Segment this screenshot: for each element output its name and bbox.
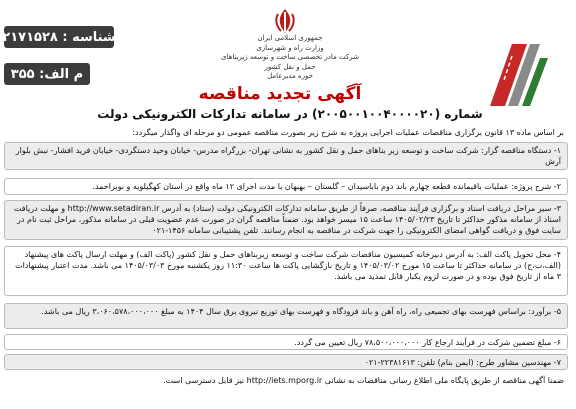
item-3: ۳- سیر مراحل دریافت اسناد و برگزاری فرآیند مناقصه، صرفاً از طریق سامانه تدارکات الکترونیکی دولت (ستاد) به آدرس http://www.setadiran.ir و مهلت دریافت اسناد از سامانه مذکور حداکثر تا تاریخ ۱۴۰۵/۰۲/۲۳ ساعت ۱۵ میسر خواهد بود. ضمناً مناقصه گران در صورت عدم عضویت قبلی در سامانه مذکور، مراحل ثبت نام در سایت فوق و دریافت گواهی امضای الکترونیکی را جهت شرکت در مناقصه به انجام رسانند. تلفن پشتیبانی سامانه ۱۴۵۶-۰۲۱ xyxy=(4,200,568,240)
item-2: ۲- شرح پروژه: عملیات باقیمانده قطعه چهارم باند دوم باباسیدان – گلستان – بهبهان با مدت اجرای ۱۲ ماه واقع در استان کهگیلویه و بویراحمد. xyxy=(4,178,568,195)
header-organization xyxy=(220,34,360,82)
header-line: جمهوری اسلامی ایران xyxy=(257,34,323,42)
page-title: آگهی تجدید مناقصه xyxy=(198,84,362,104)
header-line: وزارت راه و شهرسازی xyxy=(256,43,324,52)
iran-emblem-icon xyxy=(270,6,300,36)
intro-text: بر اساس ماده ۱۳ قانون برگزاری مناقصات عملیات اجرایی پروژه به شرح زیر بصورت مناقصه عمومی دو مرحله ای واگذار میگردد: xyxy=(132,128,564,137)
page-subtitle: شماره (۲۰۰۵۰۰۱۰۰۴۰۰۰۰۲۰) در سامانه تدارکات الکترونیکی دولت xyxy=(97,107,483,121)
item-6: ۶- مبلغ تضمین شرکت در فرآیند ارجاع کار ۷۸،۵۰۰،۰۰۰،۰۰۰ ریال تعیین می گردد. xyxy=(4,334,568,350)
header-line: شرکت مادر تخصصی ساخت و توسعه زیربناهای حمل و نقل کشور xyxy=(221,53,359,71)
item-1: ۱- دستگاه مناقصه گزار: شرکت ساخت و توسعه زیر بناهای حمل و نقل کشور به نشانی تهران- بزرگراه مدرس- خیابان وحید دستگردی- خیابان فرید افشار- نبش بلوار آرش xyxy=(4,142,568,170)
item-7: ۷- مهندسین مشاور طرح: (ایمن بنام) تلفن: ۲۲۳۸۱۶۱۳-۰۲۱ xyxy=(4,354,568,370)
item-5: ۵- برآورد: براساس فهرست بهای تجمیعی راه، راه آهن و باند فرودگاه و فهرست بهای توزیع نیروی برق سال ۱۴۰۴ به مبلغ ۳،۰۶۰،۵۷۸،۰۰۰،۰۰۰ ریال می باشد. xyxy=(4,303,568,329)
header-line: حوزه مدیرعامل xyxy=(267,72,313,80)
footer-note: ضمنا آگهی مناقصه از طریق پایگاه ملی اطلاع رسانی مناقصات به نشانی http://iets.mporg.ir نیز قابل دسترسی است. xyxy=(163,376,564,385)
reference-badge: م الف: ۳۵۵ xyxy=(4,63,90,85)
organization-logo-icon xyxy=(482,36,552,116)
item-4: ۴- محل تحویل پاکت الف: به آدرس دبیرخانه کمیسیون مناقصات شرکت ساخت و توسعه زیربناهای حمل و نقل کشور (پاکت الف) و مهلت ارسال پاکت های پیشنهاد (الف،ب،ج) در سامانه حداکثر تا ساعت ۱۵ مورخ ۱۴۰۵/۰۳/۰۲ و تاریخ بازگشایی پاکت ها ساعت ۱۱:۳۰ روز یکشنبه مورخ ۱۴۰۵/۰۳/۰۳ می باشد. مدت اعتبار پیشنهادات ۳ ماه از تاریخ فوق بوده و در صورت لزوم یکبار قابل تمدید می باشد. xyxy=(4,246,568,296)
notice-id-badge: شناسه : ۲۱۷۱۵۲۸ xyxy=(4,26,114,48)
